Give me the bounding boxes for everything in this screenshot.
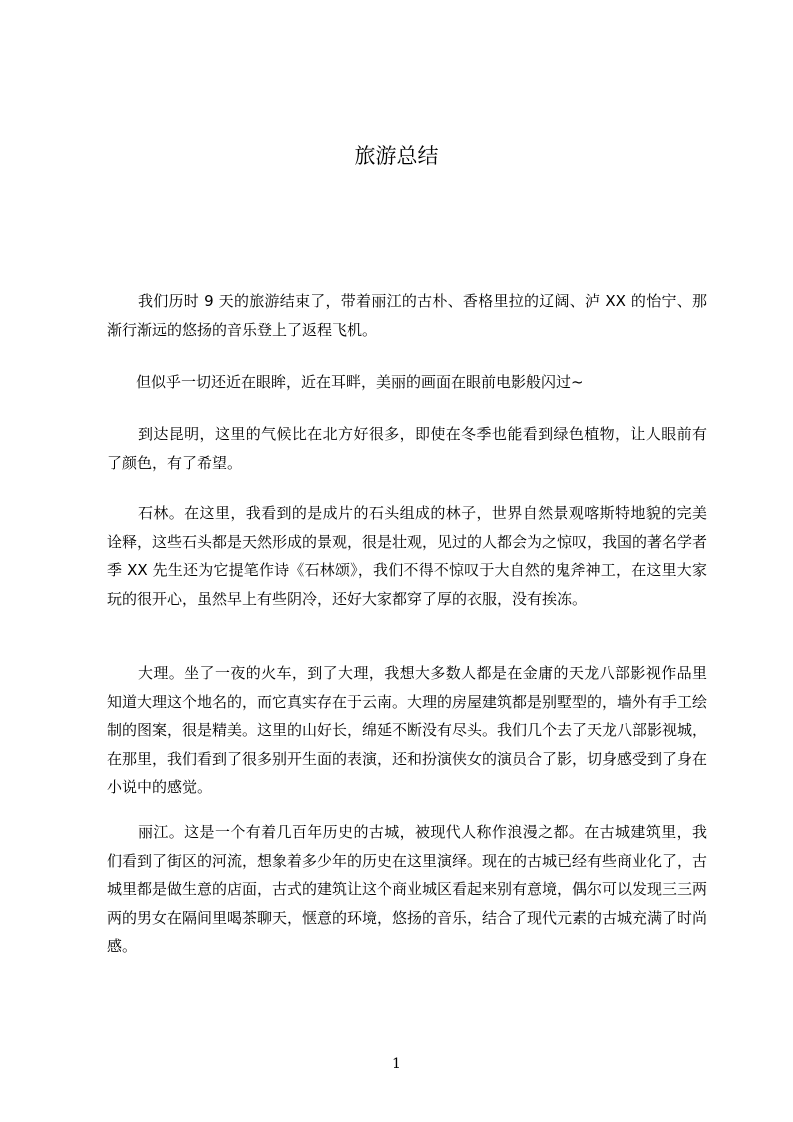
paragraph-kunming: 到达昆明，这里的气候比在北方好很多，即使在冬季也能看到绿色植物，让人眼前有了颜色，有了希望。 (107, 425, 707, 472)
paragraph-stone-forest: 石林。在这里，我看到的是成片的石头组成的林子，世界自然景观喀斯特地貌的完美诠释，这些石头都是天然形成的景观，很是壮观，见过的人都会为之惊叹，我国的著名学者季 XX 先生还为它提笔作诗《石林颂》，我们不得不惊叹于大自然的鬼斧神工，在这里大家玩的很开心，虽然早上有些阴冷，还好大家都穿了厚的衣服，没有挨冻。 (107, 504, 708, 608)
paragraph-memory: 但似乎一切还近在眼眸，近在耳畔，美丽的画面在眼前电影般闪过~ (136, 373, 584, 391)
paragraph-lijiang: 丽江。这是一个有着几百年历史的古城，被现代人称作浪漫之都。在古城建筑里，我们看到了街区的河流，想象着多少年的历史在这里演绎。现在的古城已经有些商业化了，古城里都是做生意的店面，古式的建筑让这个商业城区看起来别有意境，偶尔可以发现三三两两的男女在隔间里喝茶聊天，惬意的环境，悠扬的音乐，结合了现代元素的古城充满了时尚感。 (107, 823, 708, 955)
document-title: 旅游总结 (354, 144, 439, 168)
page-number: 1 (392, 1056, 401, 1072)
paragraph-dali: 大理。坐了一夜的火车，到了大理，我想大多数人都是在金庸的天龙八部影视作品里知道大理这个地名的，而它真实存在于云南。大理的房屋建筑都是别墅型的，墙外有手工绘制的图案，很是精美。这里的山好长，绵延不断没有尽头。我们几个去了天龙八部影视城，在那里，我们看到了很多别开生面的表演，还和扮演侠女的演员合了影，切身感受到了身在小说中的感觉。 (107, 664, 708, 796)
paragraph-intro: 我们历时 9 天的旅游结束了，带着丽江的古朴、香格里拉的辽阔、泸 XX 的怡宁、那渐行渐远的悠扬的音乐登上了返程飞机。 (107, 292, 707, 339)
